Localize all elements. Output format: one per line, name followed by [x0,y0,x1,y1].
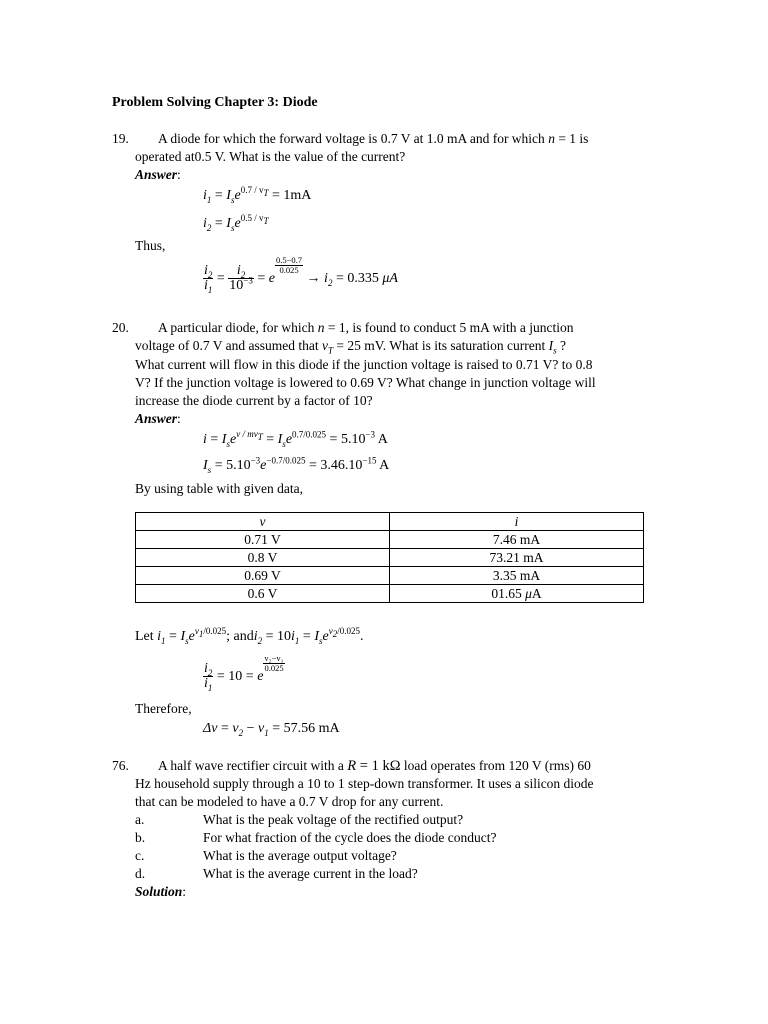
sym: e [257,669,264,684]
op: = [206,432,222,447]
sym: e [234,188,241,203]
cell-unit: μ [525,585,532,601]
problem-20-line-2 [135,337,566,354]
sub: 1 [206,194,212,205]
sub: s [553,345,557,356]
answer-label: Answer [135,167,178,182]
sub: 1 [161,635,166,646]
equation-20-delta [203,720,340,737]
exp: 0.7 / v [240,185,264,196]
table-cell: 0.71 V [136,531,390,549]
text: A particular diode, for which [158,320,315,335]
sub: T [257,432,263,443]
value: = 5.10 [326,432,366,447]
sym: e [260,458,267,473]
sym: I [314,629,319,644]
sub: 2 [207,668,213,679]
colon: : [177,411,181,426]
text: Let [135,629,158,644]
value: = 3.46.10 [305,458,363,473]
sub: s [230,194,235,205]
exp: v [328,626,333,637]
value: = 1 kΩ [356,758,401,774]
text: ? [556,338,566,353]
arrow: → [303,271,325,286]
sym: i [203,216,207,231]
exp-den: 0.025 [279,265,299,275]
text: = 1, is found to conduct 5 mA with a junction [324,320,574,335]
table-cell: 73.21 mA [390,549,644,567]
op: − [243,721,258,736]
sub: s [319,635,323,646]
equation-19-1 [203,187,311,204]
problem-76-line-3: that can be modeled to have a 0.7 V drop for any current. [135,794,444,809]
page-title: Problem Solving Chapter 3: Diode [112,95,318,110]
exp: v / mv [236,429,258,440]
sub: 2 [206,222,212,233]
table-cell: 0.6 V [136,585,390,603]
sup: −3 [250,455,261,466]
text: A half wave rectifier circuit with a [158,758,344,773]
equation-19-2 [203,215,268,232]
sub: 2 [207,270,213,281]
table-row [136,549,644,567]
problem-20-line-3: What current will flow in this diode if the junction voltage is raised to 0.71 V? to 0.8 [135,357,593,372]
value: = 10 = [213,669,258,684]
unit: A [376,458,390,473]
fraction [203,263,213,296]
op: = [165,629,181,644]
diode-data-table [135,512,644,603]
equation-20-let [135,628,364,645]
sym: i [236,263,241,279]
text: load operates from 120 V (rms) 60 [400,758,591,773]
sym: v [257,721,265,736]
sym: e [234,216,241,231]
text: . [360,629,364,644]
sym: I [277,432,283,447]
sym: i [291,629,295,644]
list-item-label: d. [135,866,146,881]
exp: /0.025 [203,626,227,637]
cell-value: 01.65 [491,585,522,601]
colon: : [177,167,181,182]
value: = 25 mV [333,338,383,353]
equation-20-1 [203,431,388,448]
equation-19-3 [203,256,398,298]
sym: I [203,458,208,473]
table-cell: 7.46 mA [390,531,644,549]
var-n: n [548,131,555,146]
sym: i [324,271,328,286]
list-item-label: c. [135,848,145,863]
sym: I [226,216,231,231]
text: A diode for which the forward voltage is 0.7 V at 1.0 mA and for which [158,131,545,146]
sup: −15 [362,455,377,466]
exp-den: 0.025 [264,663,284,673]
fraction [228,264,254,293]
text: voltage of 0.7 V and assumed that [135,338,319,353]
table-row [136,567,644,585]
sub: 1 [264,727,269,738]
problem-76-line-2: Hz household supply through a 10 to 1 step-down transformer. It uses a silicon diode [135,776,594,791]
solution-text: Solution [135,884,183,899]
exp: v [194,626,199,637]
list-item-label: b. [135,830,146,845]
sub: s [207,464,212,475]
sym: i [204,676,208,692]
exp: −0.7/0.025 [266,455,306,466]
value: = 57.56 mA [268,721,340,736]
sub: 1 [207,285,213,296]
table-header-row [136,513,644,531]
value: = 0.335 [332,271,383,286]
sub: 1 [207,683,213,694]
sym: I [226,188,231,203]
op: = [262,432,278,447]
problem-20-line-1 [158,319,574,336]
exp: 0.5 / v [240,213,264,224]
sub: s [230,222,235,233]
sym: e [229,432,237,447]
problem-20-answer-label [135,410,181,427]
exp: /0.025 [337,626,360,637]
sym: e [188,629,195,644]
sub: 2 [238,727,244,738]
sym: e [268,271,275,286]
equation-20-2 [203,457,389,474]
problem-19-line-2: operated at0.5 V. What is the value of the current? [135,149,406,164]
sub: 1 [198,629,204,640]
sym: I [221,432,227,447]
sub: 2 [257,635,263,646]
exp-num: 0.5−0.7 [276,255,303,265]
therefore-label: Therefore, [135,701,192,716]
table-cell: 0.69 V [136,567,390,585]
sub: T [263,188,269,199]
colon: : [182,884,187,899]
sub: 1 [294,635,300,646]
var-n: n [317,320,325,335]
text: . What is its saturation current [382,338,546,353]
list-item-text: What is the peak voltage of the rectified output? [203,812,464,827]
list-item-text: What is the average current in the load? [203,866,418,881]
exp-fraction [263,654,284,673]
table-header-i: i [390,513,644,531]
sym: R [347,758,357,774]
problem-20-line-4: V? If the junction voltage is lowered to 0.69 V? What change in junction voltage will [135,375,596,390]
problem-19-answer-label [135,166,181,183]
problem-19-line-1 [158,130,588,147]
exp-num: v₂−v₁ [264,653,284,663]
sym: i [157,629,162,644]
op: = [299,629,315,644]
op: = [211,216,227,231]
sub: T [263,216,269,227]
table-intro: By using table with given data, [135,481,303,496]
list-item-label: a. [135,812,145,827]
sym: I [180,629,186,644]
num: 10 [229,278,244,294]
sub: s [226,438,230,449]
sym: i [203,432,207,447]
sym: i [204,278,208,294]
problem-19-number: 19. [112,131,129,146]
sym: v [321,338,328,353]
list-item-text: What is the average output voltage? [203,848,397,863]
unit: A [375,432,388,447]
text: ; and [226,629,254,644]
sub: T [327,345,333,356]
rhs: = 1mA [268,188,312,203]
equation-20-ratio [203,654,285,696]
value: = 5.10 [211,458,251,473]
table-cell: 0.8 V [136,549,390,567]
problem-76-line-1 [158,757,591,775]
op: = [213,271,229,286]
sym: i [253,629,258,644]
sub: s [185,635,189,646]
sym: I [548,338,554,353]
op: = [211,188,227,203]
cell-unit: A [531,585,542,601]
unit: μA [382,271,398,286]
sym: i [203,188,207,203]
op: = [253,271,269,286]
thus-label: Thus, [135,238,166,253]
sub: 2 [240,270,246,281]
sub: 2 [332,629,338,640]
exp: 0.7/0.025 [292,429,327,440]
op: = [217,721,233,736]
list-item-text: For what fraction of the cycle does the diode conduct? [203,830,497,845]
sym: e [285,432,293,447]
text: = 1 is [554,131,589,146]
problem-76-number: 76. [112,758,129,773]
fraction [203,661,213,694]
sup: −3 [243,275,253,286]
sym: Δv [203,721,218,736]
sup: −3 [365,429,376,440]
table-row [136,531,644,549]
table-row [136,585,644,603]
table-header-v: v [136,513,390,531]
sym: e [322,629,329,644]
solution-label [135,883,186,900]
sym: i [204,661,208,677]
sym: i [204,263,208,279]
sub: 2 [327,277,333,288]
sub: s [282,438,286,449]
answer-label: Answer [135,411,178,426]
problem-20-line-5: increase the diode current by a factor of 10? [135,393,373,408]
sym: v [232,721,239,736]
table-cell: 3.35 mA [390,567,644,585]
value: = 10 [262,629,292,644]
exp-fraction [275,256,303,275]
problem-20-number: 20. [112,320,129,335]
table-cell [390,585,644,603]
